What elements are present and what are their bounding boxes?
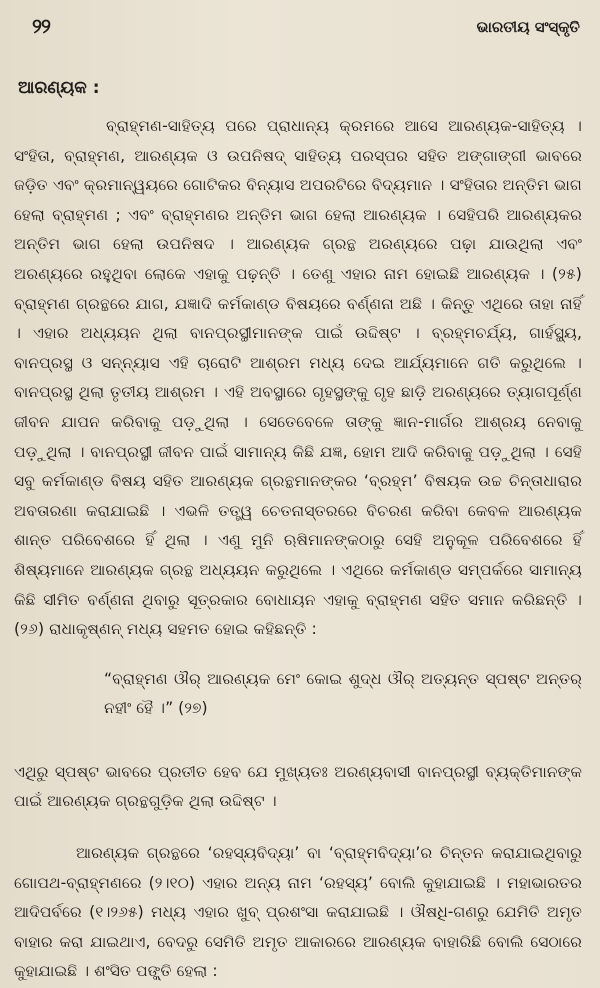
paragraph-2: ଏଥିରୁ ସ୍ପଷ୍ଟ ଭାବରେ ପ୍ରତୀତ ହେବ ଯେ ମୁଖ୍ୟତଃ ଅରଣ୍ୟବାସୀ ବାନପ୍ରସ୍ଥୀ ବ୍ୟକ୍ତିମାନଙ୍କ ପାଇଁ ଆରଣ୍ୟକ ଗ୍ରନ୍ଥଗୁଡ଼ିକ ଥିଲା ଉଦ୍ଦିଷ୍ଟ । [14, 762, 582, 811]
block-quote: “ବ୍ରାହ୍ମଣ ଔର୍ ଆରଣ୍ୟକ ମେଂ କୋଇ ଶୁଦ୍ଧ ଔର୍ ଅତ୍ୟନ୍ତ ସ୍ପଷ୍ଟ ଅନ୍ତର୍ ନହୀଂ ହୈ ।” (୨୭) [104, 669, 582, 718]
paragraph-1: ବ୍ରାହ୍ମଣ-ସାହିତ୍ୟ ପରେ ପ୍ରାଧାନ୍ୟ କ୍ରମରେ ଆସେ ଆରଣ୍ୟକ-ସାହିତ୍ୟ । ସଂହିତା, ବ୍ରାହ୍ମଣ, ଆରଣ୍ୟକ ଓ ଉପନିଷଦ୍ ସାହିତ୍ୟ ପରସ୍ପର ସହିତ ଅଙ୍ଗାଙ୍ଗୀ ଭାବରେ ଜଡ଼ିତ ଏବଂ କ୍ରମାନ୍ୱୟରେ ଗୋଟିକର ବିନ୍ୟାସ ଅପରଟିରେ ବିଦ୍ୟମାନ । ସଂହିତାର ଅନ୍ତିମ ଭାଗ ହେଲା ବ୍ରାହ୍ମଣ ; ଏବଂ ବ୍ରାହ୍ମଣର ଅନ୍ତିମ ଭାଗ ହେଲା ଆରଣ୍ୟକ । ସେହିପରି ଆରଣ୍ୟକର ଅନ୍ତିମ ଭାଗ ହେଲା ଉପନିଷଦ । ଆରଣ୍ୟକ ଗ୍ରନ୍ଥ ଅରଣ୍ୟରେ ପଢ଼ା ଯାଉଥିଲା ଏବଂ ଅରଣ୍ୟରେ ରହୁଥିବା ଲୋକେ ଏହାକୁ ପଢ଼ନ୍ତି । ତେଣୁ ଏହାର ନାମ ହୋଇଛି ଆରଣ୍ୟକ । (୨୫) ବ୍ରାହ୍ମଣ ଗ୍ରନ୍ଥରେ ଯାଗ, ଯଜ୍ଞାଦି କର୍ମକାଣ୍ଡ ବିଷୟରେ ବର୍ଣ୍ଣନା ଅଛି । କିନ୍ତୁ ଏଥିରେ ତାହା ନାହିଁ । ଏହାର ଅଧ୍ୟୟନ ଥିଲା ବାନପ୍ରସ୍ଥୀମାନଙ୍କ ପାଇଁ ଉଦ୍ଦିଷ୍ଟ । ବ୍ରହ୍ମଚର୍ଯ୍ୟ, ଗାର୍ହସ୍ଥ୍ୟ, ବାନପ୍ରସ୍ଥ ଓ ସନ୍ନ୍ୟାସ ଏହି ଚାରୋଟି ଆଶ୍ରମ ମଧ୍ୟ ଦେଇ ଆର୍ଯ୍ୟମାନେ ଗତି କରୁଥିଲେ । ବାନପ୍ରସ୍ଥ ଥିଲା ତୃତୀୟ ଆଶ୍ରମ । ଏହି ଅବସ୍ଥାରେ ଗୃହସ୍ଥଙ୍କୁ ଗୃହ ଛାଡ଼ି ଅରଣ୍ୟରେ ତ୍ୟାଗପୂର୍ଣ୍ଣ ଜୀବନ ଯାପନ କରିବାକୁ ପଡ଼ୁଥିଲା । ସେତେବେଳେ ତାଙ୍କୁ ଜ୍ଞାନ-ମାର୍ଗର ଆଶ୍ରୟ ନେବାକୁ ପଡ଼ୁଥିଲା । ବାନପ୍ରସ୍ଥୀ ଜୀବନ ପାଇଁ ସାମାନ୍ୟ କିଛି ଯଜ୍ଞ, ହୋମ ଆଦି କରିବାକୁ ପଡ଼ୁଥିଲା । ସେହି ସବୁ କର୍ମକାଣ୍ଡ ବିଷୟ ସହିତ ଆରଣ୍ୟକ ଗ୍ରନ୍ଥମାନଙ୍କର ‘ବ୍ରହ୍ମ’ ବିଷୟକ ଉଚ୍ଚ ଚିନ୍ତାଧାରାର ଅବତାରଣା କରାଯାଇଛି । ଏଭଳି ତତ୍ତ୍ୱ ଚେତନାସ୍ତରରେ ବିଚରଣ କରିବା କେବଳ ଆରଣ୍ୟକ ଶାନ୍ତ ପରିବେଶରେ ହିଁ ଥିଲା । ଏଣୁ ମୁନି ଋଷିମାନଙ୍କଠାରୁ ସେହି ଅନୁକୂଳ ପରିବେଶରେ ହିଁ ଶିଷ୍ୟମାନେ ଆରଣ୍ୟକ ଗ୍ରନ୍ଥ ଅଧ୍ୟୟନ କରୁଥିଲେ । ଏଥିରେ କର୍ମକାଣ୍ଡ ସମ୍ପର୍କରେ ସାମାନ୍ୟ କିଛି ସୀମିତ ବର୍ଣ୍ଣନା ଥିବାରୁ ସୂତ୍ରକାର ବୋଧାୟନ ଏହାକୁ ବ୍ରାହ୍ମଣ ସହିତ ସମାନ କରିଛନ୍ତି । (୨୬) ରାଧାକୃଷ୍ଣନ୍ ମଧ୍ୟ ସହମତ ହୋଇ କହିଛନ୍ତି : [14, 117, 582, 639]
section-heading: ଆରଣ୍ୟକ : [18, 78, 100, 98]
page-header [14, 14, 582, 54]
spacer [14, 724, 582, 758]
paragraph-3: ଆରଣ୍ୟକ ଗ୍ରନ୍ଥରେ ‘ରହସ୍ୟବିଦ୍ୟା’ ବା ‘ବ୍ରାହ୍ମବିଦ୍ୟା’ର ଚିନ୍ତନ କରାଯାଇଥିବାରୁ ଗୋପଥ-ବ୍ରାହ୍ମଣରେ (୨।୧୦) ଏହାର ଅନ୍ୟ ନାମ ‘ରହସ୍ୟ’ ବୋଲି କୁହାଯାଇଛି । ମହାଭାରତର ଆଦିପର୍ବରେ (୧।୨୬୫) ମଧ୍ୟ ଏହାର ଖୁବ୍ ପ୍ରଶଂସା କରାଯାଇଛି । ଔଷଧି-ଗଣରୁ ଯେମିତି ଅମୃତ ବାହାର କରା ଯାଇଥାଏ, ବେଦରୁ ସେମିତି ଅମୃତ ଆକାରରେ ଆରଣ୍ୟକ ବାହାରିଛି ବୋଲି ସେଠାରେ କୁହାଯାଇଛି । ଶଂସିତ ପଙ୍କ୍ତି ହେଲା : [14, 844, 582, 981]
running-title: ଭାରତୀୟ ସଂସ୍କୃତି [476, 18, 580, 36]
page-number: ୨୨ [32, 14, 50, 38]
